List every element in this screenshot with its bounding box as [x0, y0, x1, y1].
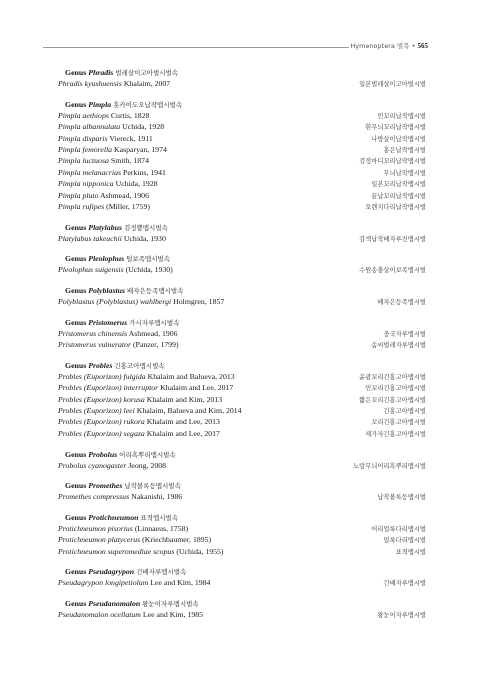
species-name: Promethes compressus [58, 492, 130, 502]
genus-label: Genus [65, 286, 87, 295]
header-rule [43, 47, 349, 48]
species-korean-name: 세가자긴홍고아맵시벌 [365, 430, 426, 438]
genus-name: Protichneumon [88, 512, 139, 522]
species-name: Platylabus takeuchii [58, 233, 122, 243]
species-name: Pimpla femorella [58, 144, 113, 154]
species-row [58, 167, 426, 178]
species-name: Probles (Euporizon) rukora [58, 417, 145, 427]
species-name: Pristomerus vulnerator [58, 340, 131, 350]
species-name: Pseudagrypon longipetiolum [58, 578, 149, 588]
species-row [58, 233, 426, 244]
species-author: (Miller, 1759) [106, 202, 150, 212]
species-korean-name: 노랑무늬어리흑뿌리맵시벌 [353, 462, 426, 470]
species-row [58, 296, 426, 307]
species-row [58, 577, 426, 588]
species-author: Ashmead, 1906 [100, 190, 149, 200]
species-korean-name: 무늬납작맵시벌 [383, 169, 426, 177]
species-author: Khalaim, Balueva and Kim, 2014 [136, 406, 242, 415]
species-entry [58, 264, 173, 275]
species-author: Holmgren, 1857 [173, 297, 225, 306]
species-korean-name: 끝납꼬리납작맵시벌 [371, 192, 426, 200]
genus-section [58, 566, 426, 588]
species-name: Protichneumon pisorius [58, 523, 133, 533]
species-entry [58, 382, 233, 393]
species-name: Pimpla albannulata [58, 122, 121, 132]
species-korean-name: 솜씨벌레자루맵시벌 [371, 342, 426, 350]
genus-name: Probolus [88, 449, 118, 459]
species-entry [58, 144, 167, 155]
species-row [58, 121, 426, 132]
species-row [58, 546, 426, 557]
species-name: Pimpla aethiops [58, 110, 109, 120]
genus-section [58, 67, 426, 89]
species-korean-name: 어리얼룩다리맵시벌 [371, 525, 426, 533]
species-entry [58, 78, 170, 89]
genus-section [58, 99, 426, 213]
species-name: Pristomerus chinensis [58, 328, 128, 338]
genus-heading [58, 360, 426, 371]
species-row [58, 460, 426, 471]
species-entry [58, 405, 242, 416]
genus-section [58, 285, 426, 307]
species-entry [58, 523, 188, 534]
species-korean-name: 민꼬리긴홍고아맵시벌 [365, 385, 426, 393]
species-author: Smith, 1874 [110, 156, 149, 166]
species-entry [58, 201, 150, 212]
species-entry [58, 155, 149, 166]
genus-section [58, 598, 426, 620]
species-author: (Panzer, 1799) [132, 340, 179, 350]
genus-korean-name: 어리흑뿌리맵시벌속 [119, 450, 176, 459]
species-row [58, 155, 426, 166]
species-author: (Uchida, 1955) [176, 546, 224, 556]
species-name: Pimpla nipponica [58, 179, 114, 189]
species-korean-name: 민꼬리납작맵시벌 [377, 112, 426, 120]
species-author: Uchida, 1928 [115, 179, 158, 189]
species-author: Lee and Kim, 1984 [150, 578, 211, 588]
species-row [58, 133, 426, 144]
species-author: Khalaim and Lee, 2017 [160, 383, 234, 393]
page-number: 565 [417, 42, 428, 50]
species-row [58, 190, 426, 201]
genus-korean-name: 긴배자루맵시벌속 [136, 568, 187, 577]
species-entry [58, 133, 153, 144]
species-name: Pimpla rufipes [58, 202, 105, 212]
species-row [58, 328, 426, 339]
species-entry [58, 178, 158, 189]
genus-section [58, 449, 426, 471]
species-row [58, 405, 426, 416]
genus-section [58, 253, 426, 275]
genus-korean-name: 왕눈이자루맵시벌속 [142, 599, 199, 608]
species-row [58, 339, 426, 350]
genus-label: Genus [65, 222, 87, 232]
species-author: (Uchida, 1930) [125, 265, 173, 275]
genus-name: Pristomerus [88, 317, 128, 327]
species-entry [58, 167, 166, 178]
species-entry [58, 577, 210, 588]
species-entry [58, 546, 224, 557]
species-korean-name: 표적맵시벌 [395, 548, 426, 556]
species-korean-name: 일본꼬리납작맵시벌 [371, 181, 426, 189]
species-entry [58, 491, 182, 502]
genus-heading [58, 512, 426, 523]
genus-label: Genus [65, 512, 87, 522]
genus-name: Pimpla [88, 99, 112, 109]
genus-heading [58, 566, 426, 577]
genus-heading [58, 253, 426, 264]
species-entry [58, 190, 149, 201]
species-row [58, 609, 426, 620]
species-author: Khalaim and Balueva, 2013 [147, 371, 235, 381]
genus-label: Genus [65, 481, 87, 491]
genus-section [58, 512, 426, 557]
header-bullet: • [411, 42, 416, 50]
species-author: Jeong, 2008 [128, 460, 167, 470]
genus-heading [58, 222, 426, 233]
species-korean-name: 긴배자루맵시벌 [383, 580, 426, 588]
species-author: Khalaim and Lee, 2017 [146, 428, 220, 438]
species-author: Khalaim and Kim, 2013 [146, 394, 223, 404]
species-row [58, 416, 426, 427]
genus-label: Genus [65, 449, 87, 459]
species-name: Pleolophus suigensis [58, 265, 124, 275]
species-korean-name: 오렌지다리납작맵시벌 [365, 204, 426, 212]
genus-label: Genus [65, 99, 87, 109]
genus-korean-name: 벌레살이고아벌시벌속 [115, 69, 179, 77]
species-korean-name: 얼룩다리맵시벌 [383, 537, 426, 545]
species-name: Probles (Euporizon) korusa [58, 394, 145, 404]
species-entry [58, 296, 224, 307]
genus-name: Phradis [88, 68, 114, 77]
species-korean-name: 일본벌레살이고아벌시벌 [359, 81, 426, 88]
species-korean-name: 꼬리긴홍고아맵시벌 [371, 419, 426, 427]
species-korean-name: 홍은납작맵시벌 [383, 146, 426, 154]
species-author: Lee and Kim, 1985 [142, 609, 204, 619]
species-entry [58, 371, 235, 382]
genus-label: Genus [65, 360, 87, 370]
species-korean-name: 납작볼록등맵시벌 [377, 494, 426, 502]
species-row [58, 382, 426, 393]
species-korean-name: 긴홍고아맵시벌 [383, 408, 426, 415]
species-entry [58, 394, 222, 405]
running-header [0, 41, 480, 53]
species-author: Uchida, 1928 [122, 122, 165, 132]
species-name: Probles (Euporizon) segaza [58, 428, 145, 438]
header-text [350, 41, 428, 50]
species-korean-name: 감색납작배자루진맵시벌 [359, 235, 426, 243]
species-author: Ashmead, 1906 [128, 328, 178, 338]
species-entry [58, 121, 164, 132]
species-entry [58, 416, 220, 427]
species-entry [58, 609, 203, 620]
genus-heading [58, 67, 426, 78]
species-row [58, 394, 426, 405]
species-entry [58, 339, 179, 350]
genus-korean-name: 긴홍고아맵시벌속 [114, 361, 165, 370]
genus-label: Genus [65, 317, 87, 327]
species-korean-name: 짧은꼬리긴홍고아맵시벌 [359, 396, 426, 404]
species-name: Probles (Euporizon) fulgida [58, 371, 146, 381]
species-name: Probles (Euporizon) leei [58, 406, 135, 415]
genus-heading [58, 285, 426, 296]
genus-section [58, 222, 426, 244]
species-entry [58, 110, 149, 121]
species-row [58, 428, 426, 439]
species-row [58, 534, 426, 545]
species-row [58, 264, 426, 275]
species-name: Pimpla luctuosa [58, 156, 109, 166]
species-row [58, 144, 426, 155]
genus-label: Genus [65, 567, 87, 577]
species-author: (Linnaeus, 1758) [134, 523, 189, 533]
genus-korean-name: 납작볼록등맵시벌속 [124, 482, 181, 491]
genus-korean-name: 배자은등족맵시벌속 [126, 287, 184, 295]
genus-name: Platylabus [88, 222, 122, 232]
genus-name: Pseudanomalon [88, 598, 141, 608]
species-korean-name: 윤광꼬리긴홍고아맵시벌 [359, 373, 426, 381]
species-author: Perkins, 1941 [122, 167, 166, 177]
genus-name: Polyblastus [88, 286, 126, 295]
genus-heading [58, 449, 426, 460]
species-author: Viereck, 1911 [109, 133, 153, 143]
species-name: Probles (Euporizon) interruptor [58, 383, 159, 393]
species-korean-name: 나방살이납작맵시벌 [371, 135, 426, 143]
species-korean-name: 흰무늬꼬리납작맵시벌 [365, 124, 426, 132]
genus-korean-name: 검정뿔맵시벌속 [123, 223, 168, 232]
species-author: (Kriechbaumer, 1895) [142, 535, 212, 545]
genus-korean-name: 털보족맵시벌속 [126, 255, 171, 264]
genus-section [58, 360, 426, 440]
species-author: Khalaim and Lee, 2013 [146, 417, 220, 427]
species-author: Curtis, 1828 [110, 110, 150, 120]
genus-heading [58, 598, 426, 609]
species-row [58, 371, 426, 382]
species-korean-name: 배자은등족맵시벌 [377, 299, 426, 306]
species-name: Polyblastus (Polyblastus) wahlbergi [58, 297, 172, 306]
species-row [58, 110, 426, 121]
species-row [58, 523, 426, 534]
species-korean-name: 왕눈이자루맵시벌 [377, 611, 426, 619]
species-entry [58, 428, 220, 439]
species-entry [58, 460, 166, 471]
genus-korean-name: 표적맵시벌속 [140, 513, 179, 522]
species-korean-name: 수원송충살이보족맵시벌 [359, 267, 426, 275]
species-korean-name: 검정마디꼬리납작맵시벌 [359, 158, 426, 166]
species-row [58, 201, 426, 212]
species-name: Protichneumon superomediae scopus [58, 546, 175, 556]
species-row [58, 178, 426, 189]
species-name: Probolus cyanogaster [58, 460, 127, 470]
species-name: Pimpla melanacrias [58, 167, 122, 177]
checklist-content [58, 67, 426, 630]
species-entry [58, 328, 178, 339]
genus-heading [58, 99, 426, 110]
genus-name: Probles [88, 360, 113, 370]
genus-label: Genus [65, 254, 87, 264]
header-section: Hymenoptera 벌목 [350, 42, 410, 50]
genus-section [58, 480, 426, 502]
genus-label: Genus [65, 598, 87, 608]
species-entry [58, 233, 166, 244]
genus-korean-name: 가시자루맵시벌속 [129, 318, 180, 327]
genus-heading [58, 480, 426, 491]
genus-name: Promethes [88, 481, 123, 491]
species-name: Pseudanomalon ocellatum [58, 609, 141, 619]
species-row [58, 491, 426, 502]
species-name: Pimpla disparis [58, 133, 108, 143]
species-author: Kasparyan, 1974 [114, 144, 167, 154]
species-entry [58, 534, 211, 545]
species-author: Uchida, 1930 [123, 233, 166, 243]
species-row [58, 78, 426, 89]
genus-name: Pseudagrypon [88, 567, 135, 577]
species-author: Nakanishi, 1986 [131, 492, 183, 502]
species-author: Khalaim, 2007 [123, 79, 171, 88]
species-name: Pimpla pluto [58, 190, 99, 200]
genus-heading [58, 317, 426, 328]
genus-korean-name: 홋카이도오납작맵시벌속 [113, 100, 183, 109]
genus-label: Genus [65, 68, 87, 77]
species-name: Protichneumon platycerus [58, 535, 141, 545]
genus-section [58, 317, 426, 351]
genus-name: Pleolophus [88, 254, 125, 264]
species-name: Phradis kyushuensis [58, 79, 122, 88]
species-korean-name: 중국자루맵시벌 [383, 330, 426, 338]
